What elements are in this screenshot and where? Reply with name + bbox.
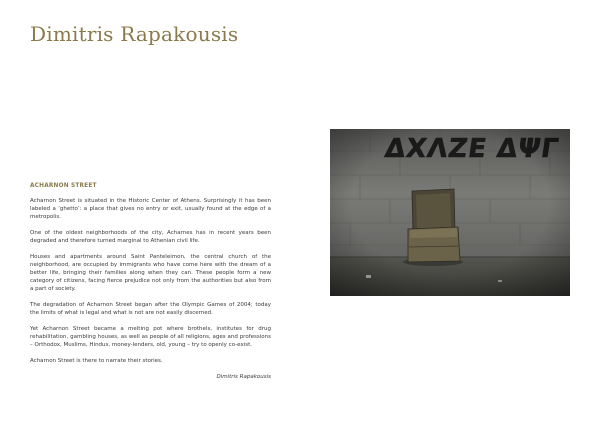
page-title: Dimitris Rapakousis [30, 22, 239, 46]
paragraph-4: The degradation of Acharnon Street began after the Olympic Games of 2004; today the limits of what is legal and what is not are not easily discerned. [30, 302, 271, 316]
paragraph-6: Acharnon Street is there to narrate their stories. [30, 358, 163, 364]
paragraph-2: One of the oldest neighborhoods of the city, Acharnes has in recent years been degraded and therefore turned marginal to Athenian civil life. [30, 230, 271, 244]
paragraph-3: Houses and apartments around Saint Panteleimon, the central church of the neighborhood, are occupied by immigrants who have come here with the dream of a better life, bringing their families along when they can. These people form a new category of citizens, facing fierce prejudice not only from the authorities but also from a part of society. [30, 254, 271, 292]
photograph [330, 129, 570, 296]
section-heading: ACHARNON STREET [30, 183, 97, 189]
paragraph-5: Yet Acharnon Street became a melting pot where brothels, institutes for drug rehabilitation, gambling houses, as well as people of all religions, ages and professions – Orthodox, Muslims, Hindus, money-lenders, old, young – try to openly co-exist. [30, 326, 271, 348]
article [30, 182, 271, 381]
paragraph-1: Acharnon Street is situated in the Historic Center of Athens. Surprisingly it has been labeled a ‘ghetto’: a place that gives no entry or exit, usually found at the edge of a metropolis. [30, 198, 271, 220]
author-signature: Dimitris Rapakousis [216, 374, 271, 380]
